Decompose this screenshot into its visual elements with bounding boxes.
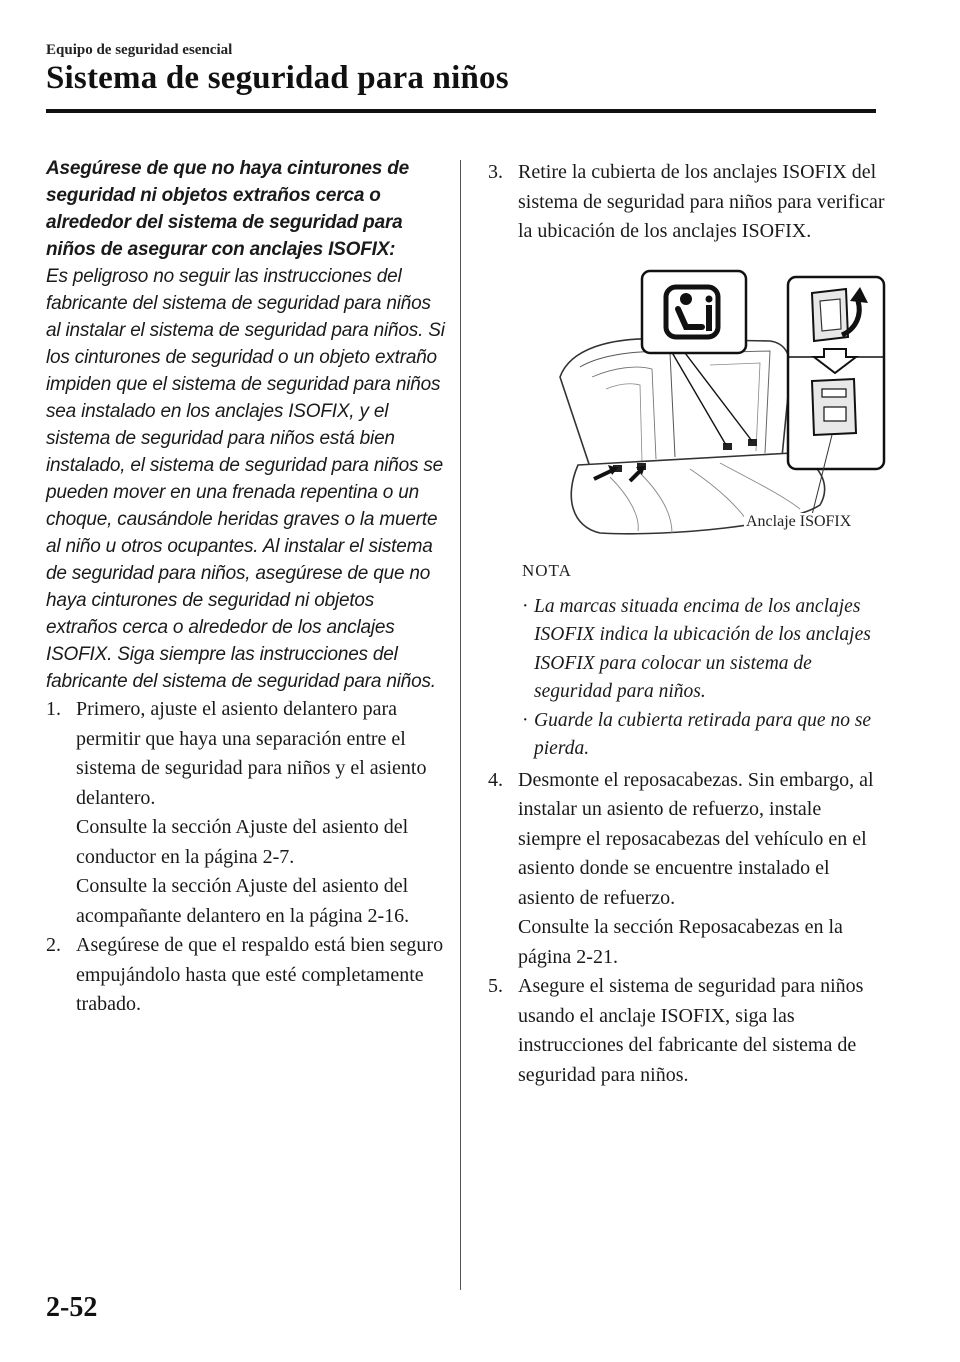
step-item [46,695,446,931]
step-reference: Consulte la sección Ajuste del asiento del conductor en la página 2-7. [76,816,409,868]
step-number: 5. [488,975,503,997]
isofix-figure [520,257,890,547]
steps-list-right [488,158,888,247]
step-text: Desmonte el reposacabezas. Sin embargo, al instalar un asiento de refuerzo, instale siempre el reposacabezas del vehículo en el asiento donde se encuentre instalado el asiento de refuerzo. [518,768,874,909]
warning-heading: Asegúrese de que no haya cinturones de seguridad ni objetos extraños cerca o alrededor del sistema de seguridad para niños de asegurar con anclajes ISOFIX: [46,158,410,260]
step-reference: Consulte la sección Ajuste del asiento del acompañante delantero en la página 2-16. [76,875,410,927]
step-number: 2. [46,934,61,956]
step-item [46,931,446,1020]
step-text: Asegure el sistema de seguridad para niños usando el anclaje ISOFIX, siga las instrucciones del fabricante del sistema de seguridad para niños. [518,975,864,1086]
title-rule [46,109,876,113]
warning-box [46,155,446,695]
section-label: Equipo de seguridad esencial [46,42,233,58]
step-reference: Consulte la sección Reposacabezas en la página 2-21. [518,916,843,968]
warning-text: Es peligroso no seguir las instrucciones del fabricante del sistema de seguridad para niños al instalar el sistema de seguridad para niños. Si los cinturones de seguridad o un objeto extraño impiden que el sistema de seguridad para niños sea instalado en los anclajes ISOFIX, y el sistema de seguridad para niños está bien instalado, el sistema de seguridad para niños se pueden mover en una frenada repentina o un choque, causándole heridas graves o la muerte al niño u otros ocupantes. Al instalar el sistema de seguridad para niños, asegúrese de que no haya cinturones de seguridad ni objetos extraños cerca o alrededor de los anclajes ISOFIX. Siga siempre las instrucciones del fabricante del sistema de seguridad para niños. [46,266,445,692]
rear-seat-illustration [520,257,890,547]
step-text: Asegúrese de que el respaldo está bien seguro empujándolo hasta que esté completamente trabado. [76,934,444,1015]
steps-list-left [46,695,446,1020]
step-text: Primero, ajuste el asiento delantero para permitir que haya una separación entre el sistema de seguridad para niños y el asiento delantero. [76,698,427,809]
step-item [488,158,888,247]
bullet-icon: · [522,595,529,617]
note-text: La marcas situada encima de los anclajes ISOFIX indica la ubicación de los anclajes ISOFIX para colocar un sistema de seguridad para niños. [534,595,871,702]
left-column [46,155,446,1020]
note-text: Guarde la cubierta retirada para que no se pierda. [534,709,872,759]
note-label: NOTA [522,560,572,580]
bullet-icon: · [522,709,529,731]
right-column [488,158,888,1090]
steps-list-right-continued [488,766,888,1091]
page-title: Sistema de seguridad para niños [46,60,509,96]
step-number: 4. [488,768,503,791]
step-number: 1. [46,698,61,720]
step-item [488,972,888,1090]
step-number: 3. [488,161,503,183]
isofix-anchor-icon [812,379,856,435]
column-divider [460,160,461,1290]
step-item [488,766,888,973]
figure-caption: Anclaje ISOFIX [746,512,852,530]
note-item [522,707,888,764]
note-item [522,593,888,707]
note-list [522,593,888,764]
page-number: 2-52 [46,1292,98,1323]
step-text: Retire la cubierta de los anclajes ISOFIX del sistema de seguridad para niños para verificar la ubicación de los anclajes ISOFIX. [518,161,885,242]
